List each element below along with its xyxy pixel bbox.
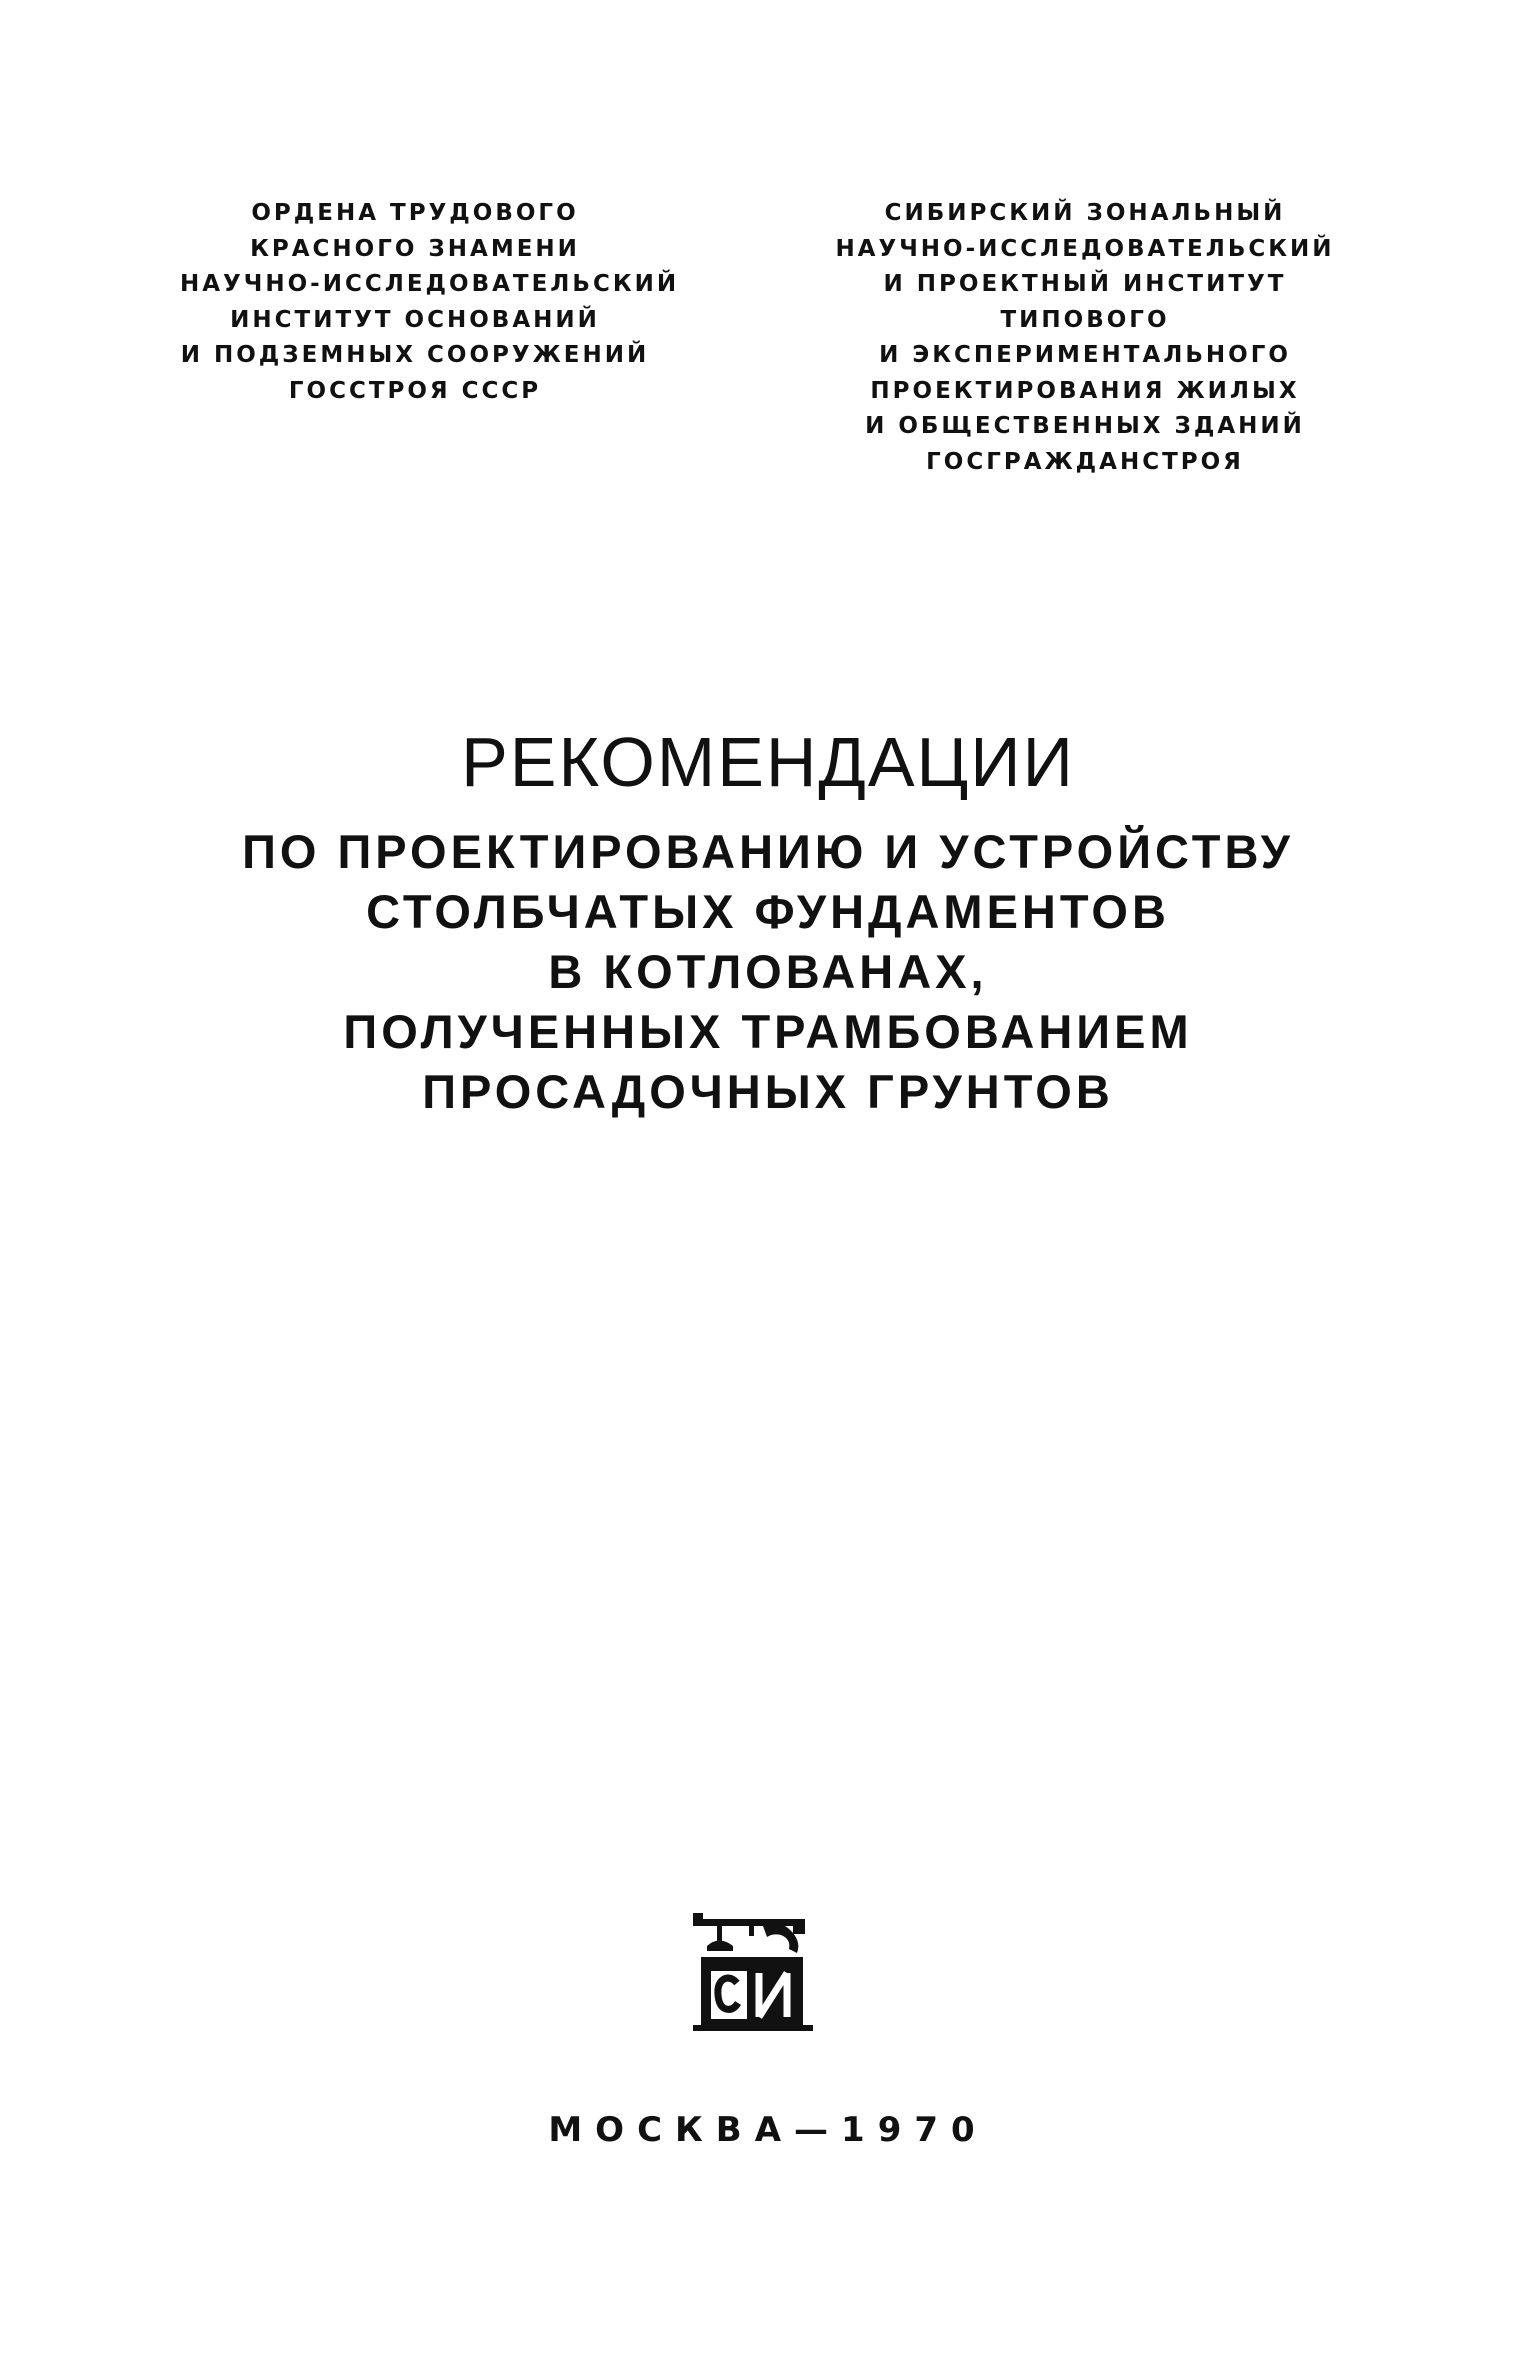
- subtitle-line: ПО ПРОЕКТИРОВАНИЮ И УСТРОЙСТВУ: [242, 825, 1294, 878]
- right-org-line: ГОСГРАЖДАНСТРОЯ: [926, 448, 1244, 475]
- subtitle-line: СТОЛБЧАТЫХ ФУНДАМЕНТОВ: [366, 885, 1170, 938]
- left-org-line: И ПОДЗЕМНЫХ СООРУЖЕНИЙ: [180, 342, 650, 368]
- left-org-line: ГОССТРОЯ СССР: [288, 377, 542, 404]
- right-org-line: НАУЧНО-ИССЛЕДОВАТЕЛЬСКИЙ: [835, 235, 1335, 262]
- right-org-line: ТИПОВОГО: [1000, 306, 1170, 333]
- document-title: РЕКОМЕНДАЦИИ: [461, 723, 1075, 801]
- right-org-line: ПРОЕКТИРОВАНИЯ ЖИЛЫХ: [870, 377, 1300, 404]
- right-org-line: И ЭКСПЕРИМЕНТАЛЬНОГО: [879, 342, 1291, 368]
- subtitle-line: ПОЛУЧЕННЫХ ТРАМБОВАНИЕМ: [343, 1005, 1193, 1058]
- subtitle-line: В КОТЛОВАНАХ,: [548, 945, 988, 998]
- right-org-line: И ПРОЕКТНЫЙ ИНСТИТУТ: [883, 271, 1287, 297]
- left-org-line: КРАСНОГО ЗНАМЕНИ: [250, 235, 580, 262]
- right-org-line: СИБИРСКИЙ ЗОНАЛЬНЫЙ: [884, 200, 1286, 226]
- left-org-line: ИНСТИТУТ ОСНОВАНИЙ: [230, 306, 600, 333]
- left-org-line: ОРДЕНА ТРУДОВОГО: [251, 200, 579, 226]
- subtitle-line: ПРОСАДОЧНЫХ ГРУНТОВ: [422, 1065, 1114, 1118]
- right-organization: [820, 196, 1350, 480]
- imprint-city-year: МОСКВА—1970: [548, 2110, 988, 2150]
- stroyizdat-logo-icon: [693, 1913, 813, 2031]
- left-organization: [180, 196, 680, 409]
- right-org-line: И ОБЩЕСТВЕННЫХ ЗДАНИЙ: [865, 413, 1305, 439]
- left-org-line: НАУЧНО-ИССЛЕДОВАТЕЛЬСКИЙ: [180, 271, 680, 297]
- document-subtitle: [0, 822, 1536, 1122]
